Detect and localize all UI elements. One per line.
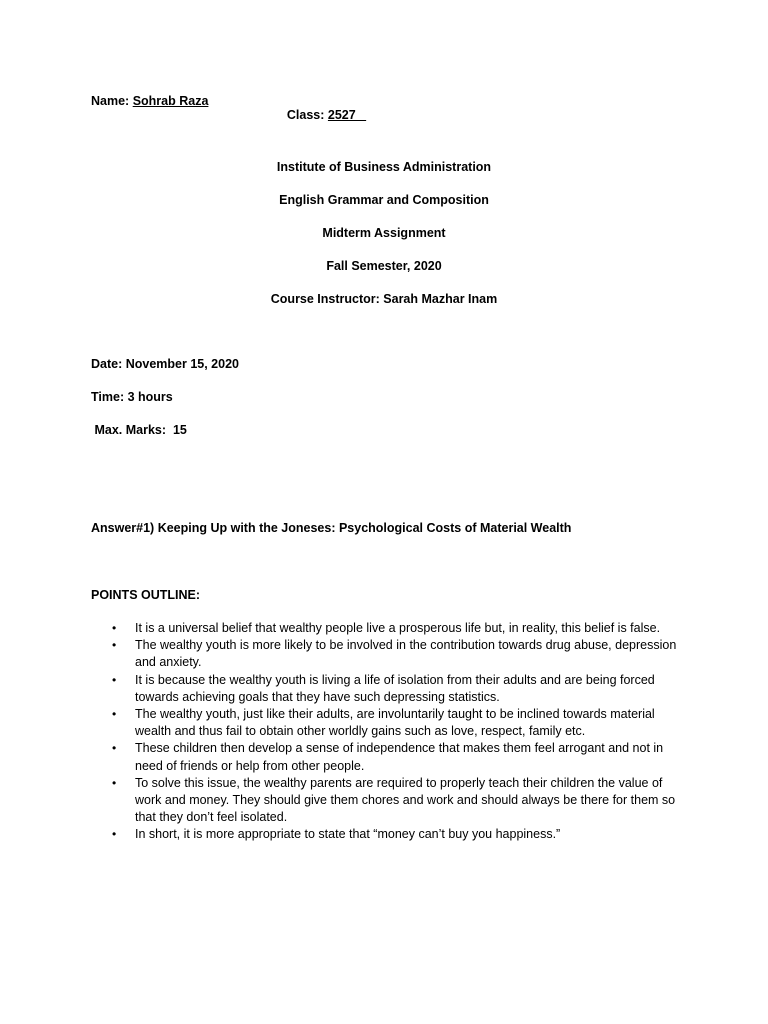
semester-title: Fall Semester, 2020 — [326, 259, 442, 273]
bullet-icon: • — [112, 672, 117, 687]
bullet-icon: • — [112, 775, 117, 790]
course-title: English Grammar and Composition — [279, 193, 489, 207]
bullet-icon: • — [112, 621, 117, 635]
outline-heading: POINTS OUTLINE: — [91, 588, 201, 602]
point-text: To solve this issue, the wealthy parents are required to properly teach their children the value of work and money. They should give them chores and work and should always be there for them so that they don’t feel isolated. — [135, 775, 676, 825]
bullet-icon: • — [112, 638, 117, 653]
point-text: The wealthy youth, just like their adults, are involuntarily taught to be inclined towards material wealth and thus fail to obtain other worldly gains such as love, respect, family etc. — [135, 707, 655, 739]
bullet-icon: • — [112, 707, 117, 722]
bullet-icon: • — [112, 827, 117, 842]
class-label: Class: — [286, 108, 328, 122]
marks-line: Max. Marks: 15 — [91, 423, 187, 437]
bullet-icon: • — [112, 741, 117, 756]
list-item — [91, 672, 691, 706]
point-text: It is because the wealthy youth is living a life of isolation from their adults and are being forced towards achieving goals that they have such depressing statistics. — [135, 672, 655, 704]
point-text: It is a universal belief that wealthy people live a prosperous life but, in reality, this belief is false. — [135, 621, 661, 635]
instructor-title: Course Instructor: Sarah Mazhar Inam — [270, 292, 498, 306]
name-value: Sohrab Raza — [132, 94, 209, 108]
list-item — [91, 740, 691, 774]
time-line: Time: 3 hours — [91, 390, 173, 404]
points-list — [91, 620, 691, 844]
list-item — [91, 637, 691, 671]
assignment-title: Midterm Assignment — [322, 226, 446, 240]
answer-heading: Answer#1) Keeping Up with the Joneses: Psychological Costs of Material Wealth — [91, 521, 572, 535]
list-item — [91, 706, 691, 740]
point-text: In short, it is more appropriate to state that “money can’t buy you happiness.” — [135, 827, 561, 842]
date-line: Date: November 15, 2020 — [91, 357, 239, 371]
class-value: 2527 — [327, 108, 367, 122]
name-line — [91, 94, 208, 108]
institute-title: Institute of Business Administration — [276, 160, 492, 174]
point-text: The wealthy youth is more likely to be involved in the contribution towards drug abuse, depression and anxiety. — [135, 638, 677, 670]
list-item — [91, 620, 691, 637]
point-text: These children then develop a sense of independence that makes them feel arrogant and not in need of friends or help from other people. — [135, 741, 664, 773]
list-item — [91, 775, 691, 827]
class-line — [273, 94, 366, 136]
list-item — [91, 826, 691, 843]
name-label: Name: — [91, 94, 133, 108]
